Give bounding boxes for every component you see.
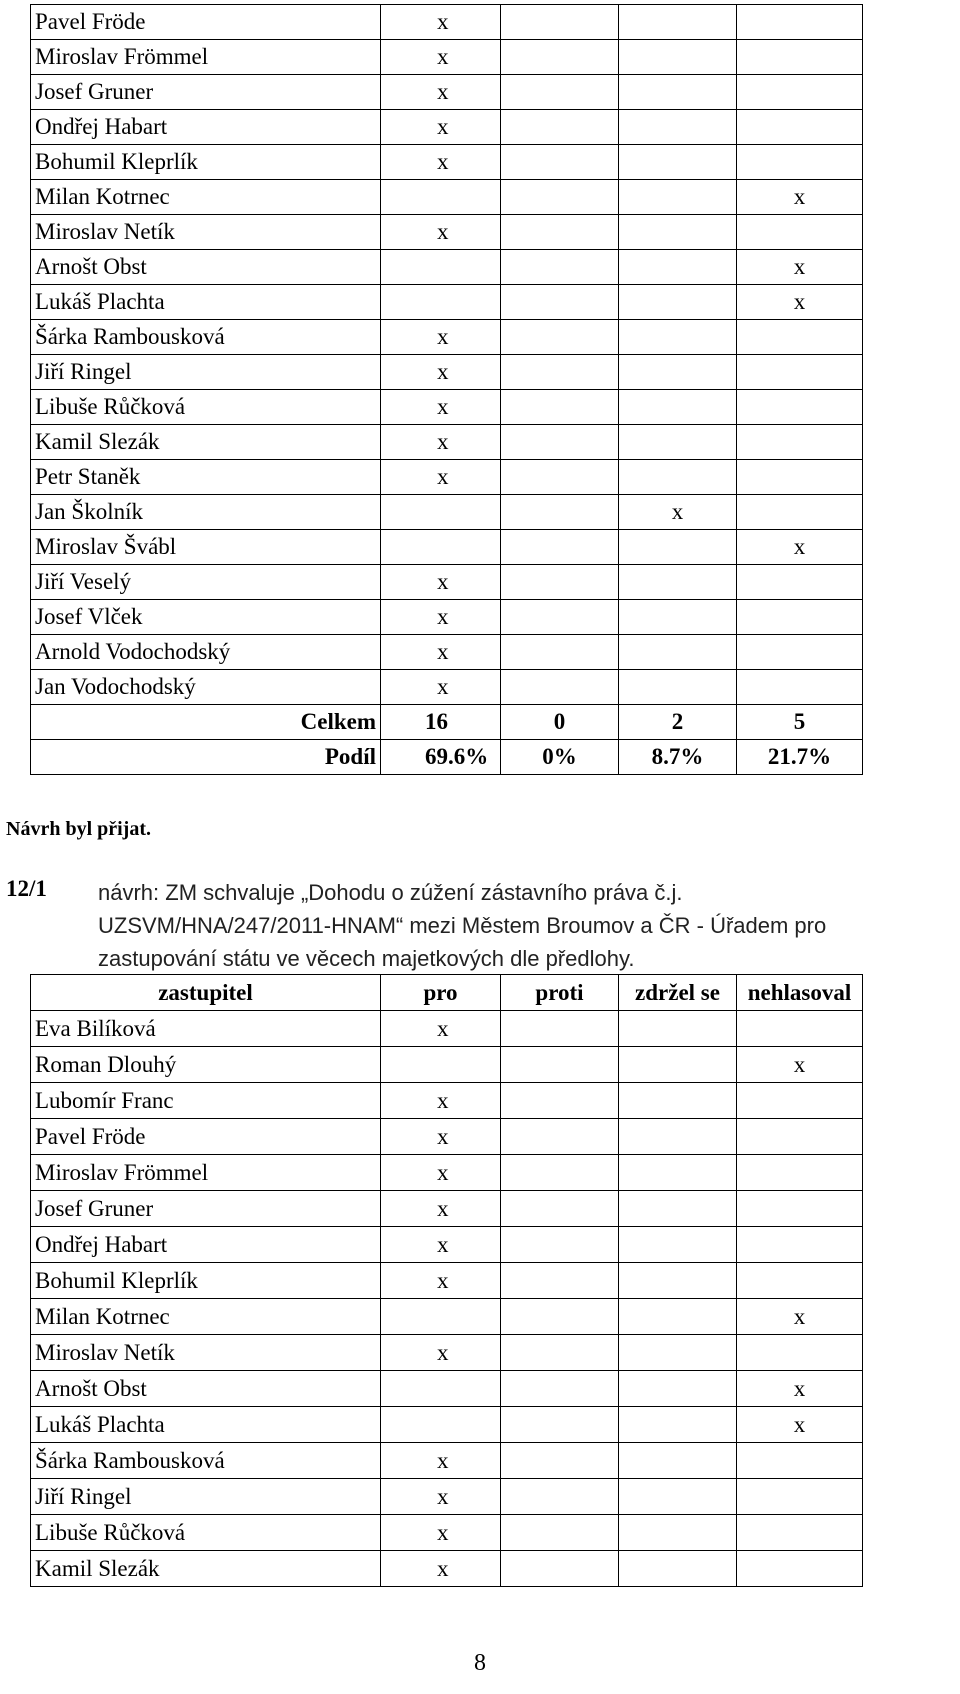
table-row bbox=[31, 1047, 863, 1083]
vote-mark-nehlasoval bbox=[737, 1191, 863, 1227]
vote-mark-nehlasoval bbox=[737, 320, 863, 355]
table-row bbox=[31, 5, 863, 40]
vote-mark-nehlasoval: x bbox=[737, 530, 863, 565]
member-name: Šárka Rambousková bbox=[31, 1443, 381, 1479]
vote-mark-zdrzel-se bbox=[619, 1371, 737, 1407]
vote-mark-proti bbox=[501, 635, 619, 670]
vote-mark-pro: x bbox=[381, 1263, 501, 1299]
vote-mark-zdrzel-se bbox=[619, 460, 737, 495]
vote-mark-nehlasoval bbox=[737, 1155, 863, 1191]
member-name: Miroslav Netík bbox=[31, 1335, 381, 1371]
member-name: Lubomír Franc bbox=[31, 1083, 381, 1119]
shares-value: 21.7% bbox=[737, 740, 863, 775]
table-row bbox=[31, 215, 863, 250]
table-row bbox=[31, 285, 863, 320]
vote-mark-proti bbox=[501, 1083, 619, 1119]
vote-mark-pro: x bbox=[381, 390, 501, 425]
table-row bbox=[31, 110, 863, 145]
header-pro: pro bbox=[381, 975, 501, 1011]
vote-mark-proti bbox=[501, 530, 619, 565]
vote-mark-proti bbox=[501, 1479, 619, 1515]
vote-table-first bbox=[30, 4, 863, 775]
vote-mark-pro bbox=[381, 180, 501, 215]
table-row bbox=[31, 1155, 863, 1191]
totals-value: 2 bbox=[619, 705, 737, 740]
vote-mark-proti bbox=[501, 1191, 619, 1227]
vote-mark-zdrzel-se bbox=[619, 1299, 737, 1335]
header-proti: proti bbox=[501, 975, 619, 1011]
vote-mark-pro: x bbox=[381, 1011, 501, 1047]
vote-mark-pro: x bbox=[381, 40, 501, 75]
vote-mark-nehlasoval bbox=[737, 495, 863, 530]
table-row bbox=[31, 1551, 863, 1587]
table-row bbox=[31, 1335, 863, 1371]
table-row bbox=[31, 1011, 863, 1047]
table-row bbox=[31, 530, 863, 565]
vote-mark-nehlasoval bbox=[737, 460, 863, 495]
vote-mark-pro bbox=[381, 1047, 501, 1083]
proposal-line: zastupování státu ve věcech majetkových dle předlohy. bbox=[98, 946, 635, 971]
vote-mark-proti bbox=[501, 320, 619, 355]
proposal-text bbox=[98, 876, 956, 975]
vote-mark-zdrzel-se bbox=[619, 180, 737, 215]
vote-mark-proti bbox=[501, 250, 619, 285]
vote-mark-nehlasoval bbox=[737, 40, 863, 75]
vote-mark-pro: x bbox=[381, 425, 501, 460]
vote-mark-proti bbox=[501, 1011, 619, 1047]
vote-mark-zdrzel-se bbox=[619, 1155, 737, 1191]
vote-mark-pro: x bbox=[381, 75, 501, 110]
vote-mark-nehlasoval bbox=[737, 565, 863, 600]
totals-value: 0 bbox=[501, 705, 619, 740]
member-name: Arnold Vodochodský bbox=[31, 635, 381, 670]
vote-mark-nehlasoval: x bbox=[737, 180, 863, 215]
vote-mark-pro bbox=[381, 250, 501, 285]
vote-mark-nehlasoval bbox=[737, 1479, 863, 1515]
vote-mark-proti bbox=[501, 355, 619, 390]
vote-mark-proti bbox=[501, 1443, 619, 1479]
member-name: Šárka Rambousková bbox=[31, 320, 381, 355]
vote-mark-zdrzel-se bbox=[619, 390, 737, 425]
vote-mark-zdrzel-se bbox=[619, 1011, 737, 1047]
vote-mark-proti bbox=[501, 75, 619, 110]
shares-value: 69.6% bbox=[381, 740, 501, 775]
vote-mark-zdrzel-se bbox=[619, 1479, 737, 1515]
table-row bbox=[31, 1371, 863, 1407]
proposal-number: 12/1 bbox=[6, 876, 47, 901]
table-row bbox=[31, 40, 863, 75]
table-row bbox=[31, 320, 863, 355]
vote-mark-zdrzel-se bbox=[619, 1443, 737, 1479]
vote-mark-proti bbox=[501, 215, 619, 250]
vote-mark-nehlasoval bbox=[737, 670, 863, 705]
vote-mark-zdrzel-se bbox=[619, 1083, 737, 1119]
vote-mark-nehlasoval bbox=[737, 355, 863, 390]
table-row bbox=[31, 670, 863, 705]
vote-mark-pro: x bbox=[381, 600, 501, 635]
vote-mark-zdrzel-se bbox=[619, 1119, 737, 1155]
table-row bbox=[31, 1443, 863, 1479]
vote-mark-zdrzel-se bbox=[619, 425, 737, 460]
vote-mark-proti bbox=[501, 1119, 619, 1155]
table-row bbox=[31, 635, 863, 670]
page-number: 8 bbox=[474, 1650, 486, 1676]
totals-label: Celkem bbox=[31, 705, 381, 740]
vote-mark-nehlasoval bbox=[737, 1335, 863, 1371]
vote-mark-zdrzel-se bbox=[619, 635, 737, 670]
vote-mark-nehlasoval: x bbox=[737, 1047, 863, 1083]
table-row bbox=[31, 1083, 863, 1119]
vote-mark-nehlasoval bbox=[737, 1515, 863, 1551]
vote-mark-pro bbox=[381, 495, 501, 530]
member-name: Arnošt Obst bbox=[31, 250, 381, 285]
vote-mark-proti bbox=[501, 110, 619, 145]
table-row bbox=[31, 1227, 863, 1263]
vote-mark-nehlasoval bbox=[737, 1227, 863, 1263]
member-name: Josef Gruner bbox=[31, 1191, 381, 1227]
shares-value: 0% bbox=[501, 740, 619, 775]
table-row bbox=[31, 495, 863, 530]
vote-mark-nehlasoval bbox=[737, 145, 863, 180]
table-row bbox=[31, 355, 863, 390]
member-name: Kamil Slezák bbox=[31, 1551, 381, 1587]
table-header-row bbox=[31, 975, 863, 1011]
vote-mark-nehlasoval: x bbox=[737, 1371, 863, 1407]
vote-mark-zdrzel-se bbox=[619, 110, 737, 145]
vote-mark-proti bbox=[501, 1263, 619, 1299]
vote-mark-pro bbox=[381, 530, 501, 565]
vote-mark-zdrzel-se bbox=[619, 1191, 737, 1227]
vote-mark-pro: x bbox=[381, 1443, 501, 1479]
member-name: Miroslav Švábl bbox=[31, 530, 381, 565]
vote-mark-pro: x bbox=[381, 635, 501, 670]
vote-mark-zdrzel-se bbox=[619, 145, 737, 180]
vote-mark-pro: x bbox=[381, 1335, 501, 1371]
table-row bbox=[31, 145, 863, 180]
table-row bbox=[31, 250, 863, 285]
table-row bbox=[31, 180, 863, 215]
member-name: Petr Staněk bbox=[31, 460, 381, 495]
vote-mark-proti bbox=[501, 1335, 619, 1371]
vote-mark-nehlasoval bbox=[737, 425, 863, 460]
vote-mark-pro: x bbox=[381, 110, 501, 145]
member-name: Roman Dlouhý bbox=[31, 1047, 381, 1083]
member-name: Milan Kotrnec bbox=[31, 1299, 381, 1335]
vote-mark-proti bbox=[501, 565, 619, 600]
vote-mark-pro bbox=[381, 1407, 501, 1443]
shares-value: 8.7% bbox=[619, 740, 737, 775]
vote-mark-proti bbox=[501, 670, 619, 705]
member-name: Jiří Veselý bbox=[31, 565, 381, 600]
vote-mark-nehlasoval bbox=[737, 390, 863, 425]
vote-mark-proti bbox=[501, 495, 619, 530]
vote-mark-zdrzel-se bbox=[619, 1335, 737, 1371]
table-row bbox=[31, 425, 863, 460]
vote-mark-pro: x bbox=[381, 1227, 501, 1263]
totals-value: 16 bbox=[381, 705, 501, 740]
header-zdrzel-se: zdržel se bbox=[619, 975, 737, 1011]
vote-mark-pro: x bbox=[381, 670, 501, 705]
member-name: Lukáš Plachta bbox=[31, 285, 381, 320]
vote-mark-pro: x bbox=[381, 1479, 501, 1515]
vote-mark-nehlasoval: x bbox=[737, 1407, 863, 1443]
vote-mark-nehlasoval: x bbox=[737, 1299, 863, 1335]
vote-mark-proti bbox=[501, 1407, 619, 1443]
vote-mark-pro: x bbox=[381, 215, 501, 250]
member-name: Bohumil Kleprlík bbox=[31, 145, 381, 180]
member-name: Milan Kotrnec bbox=[31, 180, 381, 215]
vote-mark-nehlasoval: x bbox=[737, 285, 863, 320]
vote-mark-pro: x bbox=[381, 460, 501, 495]
header-nehlasoval: nehlasoval bbox=[737, 975, 863, 1011]
vote-table-second bbox=[30, 974, 863, 1587]
vote-mark-zdrzel-se bbox=[619, 355, 737, 390]
member-name: Arnošt Obst bbox=[31, 1371, 381, 1407]
vote-mark-zdrzel-se bbox=[619, 1407, 737, 1443]
vote-mark-proti bbox=[501, 285, 619, 320]
vote-mark-zdrzel-se bbox=[619, 1227, 737, 1263]
member-name: Kamil Slezák bbox=[31, 425, 381, 460]
table-row bbox=[31, 1407, 863, 1443]
vote-mark-proti bbox=[501, 390, 619, 425]
proposal-line: návrh: ZM schvaluje „Dohodu o zúžení zástavního práva č.j. bbox=[98, 880, 683, 905]
vote-mark-pro: x bbox=[381, 565, 501, 600]
member-name: Libuše Růčková bbox=[31, 1515, 381, 1551]
vote-mark-proti bbox=[501, 600, 619, 635]
vote-mark-pro bbox=[381, 1299, 501, 1335]
vote-mark-zdrzel-se bbox=[619, 565, 737, 600]
member-name: Josef Gruner bbox=[31, 75, 381, 110]
vote-mark-zdrzel-se bbox=[619, 600, 737, 635]
vote-mark-pro bbox=[381, 1371, 501, 1407]
shares-row bbox=[31, 740, 863, 775]
member-name: Ondřej Habart bbox=[31, 1227, 381, 1263]
member-name: Ondřej Habart bbox=[31, 110, 381, 145]
vote-mark-zdrzel-se bbox=[619, 285, 737, 320]
vote-mark-pro: x bbox=[381, 1515, 501, 1551]
vote-mark-pro: x bbox=[381, 5, 501, 40]
member-name: Bohumil Kleprlík bbox=[31, 1263, 381, 1299]
vote-table-first-body bbox=[31, 5, 863, 775]
vote-mark-nehlasoval: x bbox=[737, 250, 863, 285]
vote-mark-pro: x bbox=[381, 145, 501, 180]
vote-mark-zdrzel-se bbox=[619, 530, 737, 565]
vote-mark-proti bbox=[501, 1155, 619, 1191]
vote-mark-zdrzel-se bbox=[619, 250, 737, 285]
vote-mark-nehlasoval bbox=[737, 600, 863, 635]
vote-mark-zdrzel-se bbox=[619, 40, 737, 75]
vote-mark-pro: x bbox=[381, 355, 501, 390]
table-row bbox=[31, 75, 863, 110]
table-row bbox=[31, 1263, 863, 1299]
table-row bbox=[31, 1299, 863, 1335]
vote-mark-proti bbox=[501, 145, 619, 180]
table-row bbox=[31, 460, 863, 495]
result-text: Návrh byl přijat. bbox=[6, 818, 151, 840]
member-name: Libuše Růčková bbox=[31, 390, 381, 425]
vote-mark-zdrzel-se bbox=[619, 75, 737, 110]
vote-mark-proti bbox=[501, 1047, 619, 1083]
member-name: Pavel Fröde bbox=[31, 1119, 381, 1155]
table-row bbox=[31, 565, 863, 600]
vote-mark-nehlasoval bbox=[737, 110, 863, 145]
vote-mark-proti bbox=[501, 180, 619, 215]
vote-mark-pro: x bbox=[381, 1191, 501, 1227]
vote-mark-proti bbox=[501, 460, 619, 495]
vote-mark-nehlasoval bbox=[737, 215, 863, 250]
totals-row bbox=[31, 705, 863, 740]
vote-mark-nehlasoval bbox=[737, 1443, 863, 1479]
shares-label: Podíl bbox=[31, 740, 381, 775]
proposal-block bbox=[6, 876, 956, 975]
vote-mark-nehlasoval bbox=[737, 635, 863, 670]
vote-mark-zdrzel-se bbox=[619, 320, 737, 355]
vote-mark-zdrzel-se bbox=[619, 1263, 737, 1299]
vote-mark-proti bbox=[501, 5, 619, 40]
member-name: Pavel Fröde bbox=[31, 5, 381, 40]
vote-mark-pro: x bbox=[381, 320, 501, 355]
vote-mark-proti bbox=[501, 1515, 619, 1551]
member-name: Jan Školník bbox=[31, 495, 381, 530]
vote-mark-proti bbox=[501, 40, 619, 75]
vote-mark-nehlasoval bbox=[737, 5, 863, 40]
member-name: Jiří Ringel bbox=[31, 1479, 381, 1515]
vote-mark-pro: x bbox=[381, 1119, 501, 1155]
vote-mark-zdrzel-se: x bbox=[619, 495, 737, 530]
vote-mark-nehlasoval bbox=[737, 1119, 863, 1155]
table-row bbox=[31, 1119, 863, 1155]
member-name: Josef Vlček bbox=[31, 600, 381, 635]
vote-mark-pro: x bbox=[381, 1551, 501, 1587]
totals-value: 5 bbox=[737, 705, 863, 740]
table-row bbox=[31, 1191, 863, 1227]
vote-mark-zdrzel-se bbox=[619, 1515, 737, 1551]
table-row bbox=[31, 1479, 863, 1515]
vote-mark-nehlasoval bbox=[737, 1083, 863, 1119]
vote-mark-zdrzel-se bbox=[619, 215, 737, 250]
vote-mark-pro: x bbox=[381, 1155, 501, 1191]
vote-mark-zdrzel-se bbox=[619, 670, 737, 705]
table-row bbox=[31, 390, 863, 425]
vote-mark-proti bbox=[501, 1299, 619, 1335]
vote-mark-proti bbox=[501, 1371, 619, 1407]
vote-mark-proti bbox=[501, 1227, 619, 1263]
vote-mark-zdrzel-se bbox=[619, 1551, 737, 1587]
vote-mark-zdrzel-se bbox=[619, 5, 737, 40]
vote-mark-proti bbox=[501, 425, 619, 460]
vote-mark-nehlasoval bbox=[737, 75, 863, 110]
vote-mark-proti bbox=[501, 1551, 619, 1587]
header-zastupitel: zastupitel bbox=[31, 975, 381, 1011]
member-name: Lukáš Plachta bbox=[31, 1407, 381, 1443]
vote-mark-nehlasoval bbox=[737, 1263, 863, 1299]
member-name: Jiří Ringel bbox=[31, 355, 381, 390]
table-row bbox=[31, 1515, 863, 1551]
member-name: Miroslav Frömmel bbox=[31, 40, 381, 75]
vote-mark-zdrzel-se bbox=[619, 1047, 737, 1083]
member-name: Miroslav Frömmel bbox=[31, 1155, 381, 1191]
proposal-line: UZSVM/HNA/247/2011-HNAM“ mezi Městem Broumov a ČR - Úřadem pro bbox=[98, 913, 827, 938]
vote-mark-pro: x bbox=[381, 1083, 501, 1119]
vote-table-second-body bbox=[31, 975, 863, 1587]
member-name: Miroslav Netík bbox=[31, 215, 381, 250]
vote-mark-nehlasoval bbox=[737, 1011, 863, 1047]
vote-mark-pro bbox=[381, 285, 501, 320]
vote-mark-nehlasoval bbox=[737, 1551, 863, 1587]
member-name: Jan Vodochodský bbox=[31, 670, 381, 705]
member-name: Eva Bilíková bbox=[31, 1011, 381, 1047]
table-row bbox=[31, 600, 863, 635]
